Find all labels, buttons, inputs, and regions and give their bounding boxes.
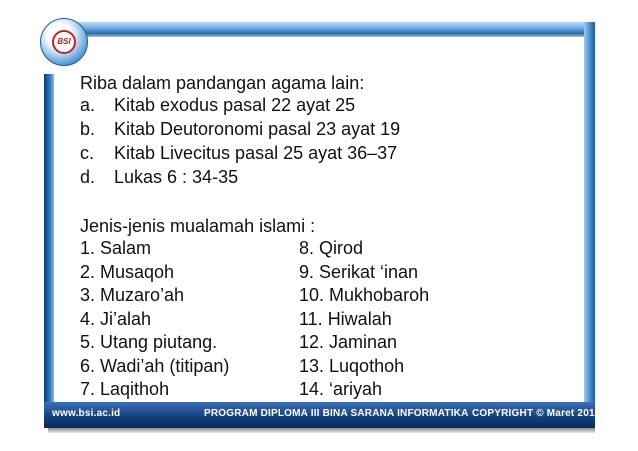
riba-item-text: Kitab Deutoronomi pasal 23 ayat 19 <box>114 119 401 139</box>
bsi-logo-mark: BSI <box>52 30 76 54</box>
mualamah-item: 5. Utang piutang. <box>80 332 218 352</box>
riba-item-marker: d. <box>80 167 96 187</box>
mualamah-item: 7. Laqithoh <box>80 379 170 399</box>
footer-shadow <box>48 428 595 433</box>
footer-program: PROGRAM DIPLOMA III BINA SARANA INFORMATIKA <box>204 408 469 419</box>
riba-item-marker: b. <box>80 119 96 139</box>
top-frame-bar <box>58 22 592 33</box>
mualamah-item: 8. Qirod <box>299 238 364 258</box>
riba-item-text: Kitab exodus pasal 22 ayat 25 <box>114 95 356 115</box>
riba-item-marker: c. <box>80 143 95 163</box>
mualamah-item: 2. Musaqoh <box>80 261 175 282</box>
bsi-logo-icon <box>40 18 88 66</box>
right-frame-bar <box>584 22 595 402</box>
top-frame-shade <box>58 33 592 37</box>
mualamah-item: 13. Luqothoh <box>299 355 405 376</box>
mualamah-item: 6. Wadi’ah (titipan) <box>80 355 230 376</box>
mualamah-item: 11. Hiwalah <box>299 308 392 329</box>
mualamah-item: 12. Jaminan <box>299 332 398 352</box>
mualamah-item: 1. Salam <box>80 238 152 258</box>
footer-website: www.bsi.ac.id <box>52 408 121 419</box>
riba-item-text: Kitab Livecitus pasal 25 ayat 36–37 <box>114 143 398 163</box>
riba-item-text: Lukas 6 : 34-35 <box>114 167 239 187</box>
mualamah-item: 14. ‘ariyah <box>299 379 383 399</box>
mualamah-item: 9. Serikat ‘inan <box>299 261 419 282</box>
footer-copyright: COPYRIGHT © Maret 2014 <box>472 408 601 419</box>
riba-title: Riba dalam pandangan agama lain: <box>80 73 365 93</box>
mualamah-item: 3. Muzaro’ah <box>80 285 185 305</box>
mualamah-item: 10. Mukhobaroh <box>299 285 430 305</box>
mualamah-title: Jenis-jenis mualamah islami : <box>80 216 316 236</box>
mualamah-item: 4. Ji’alah <box>80 308 152 329</box>
left-frame-bar <box>44 74 54 402</box>
riba-item-marker: a. <box>80 95 96 115</box>
